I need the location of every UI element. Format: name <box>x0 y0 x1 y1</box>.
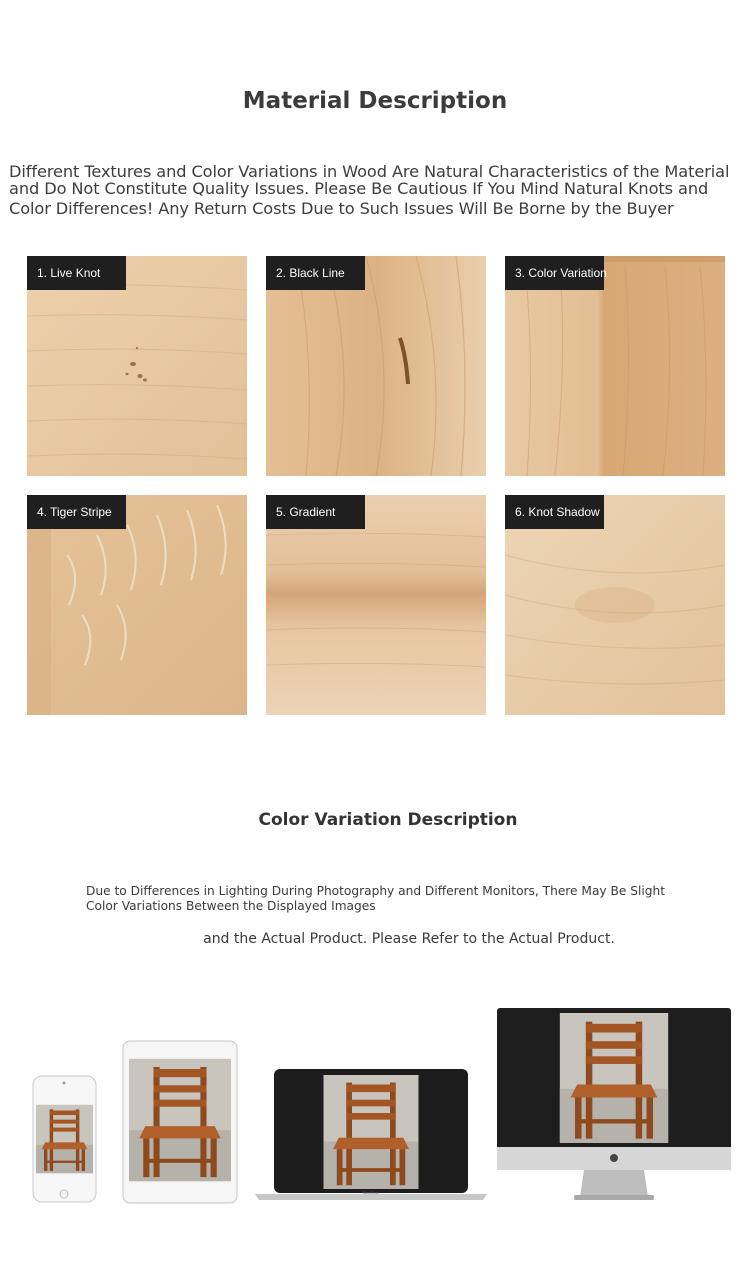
material-notice <box>9 163 744 217</box>
phone-device <box>32 1075 97 1203</box>
color-variation-text-2: and the Actual Product. Please Refer to the Actual Product. <box>203 931 615 947</box>
laptop-device <box>255 1068 487 1202</box>
tablet-image <box>122 1040 238 1204</box>
desktop-image <box>496 1007 732 1203</box>
color-variation-text: Due to Differences in Lighting During Photography and Different Monitors, There May Be Slight Color Variations Between the Displayed Images <box>86 884 665 913</box>
sample-label: 3. Color Variation <box>505 256 604 290</box>
sample-label: 6. Knot Shadow <box>505 495 604 529</box>
desktop-device <box>496 1007 732 1203</box>
sample-black-line <box>266 256 486 476</box>
sample-label: 5. Gradient <box>266 495 365 529</box>
notice-line-3: Color Differences! Any Return Costs Due to Such Issues Will Be Borne by the Buyer <box>9 199 674 218</box>
notice-line-1: Different Textures and Color Variations in Wood Are Natural Characteristics of the Material <box>9 162 730 181</box>
sample-color-variation <box>505 256 725 476</box>
tablet-device <box>122 1040 238 1204</box>
laptop-brand: MacBook <box>362 1190 380 1195</box>
laptop-image <box>255 1068 487 1202</box>
material-description-title: Material Description <box>242 88 508 114</box>
sample-label: 1. Live Knot <box>27 256 126 290</box>
phone-image <box>32 1075 97 1203</box>
sample-live-knot <box>27 256 247 476</box>
color-variation-title: Color Variation Description <box>258 810 518 830</box>
sample-knot-shadow <box>505 495 725 715</box>
notice-line-2: and Do Not Constitute Quality Issues. Please Be Cautious If You Mind Natural Knots and <box>9 179 709 198</box>
sample-tiger-stripe <box>27 495 247 715</box>
sample-gradient <box>266 495 486 715</box>
sample-label: 4. Tiger Stripe <box>27 495 126 529</box>
sample-label: 2. Black Line <box>266 256 365 290</box>
